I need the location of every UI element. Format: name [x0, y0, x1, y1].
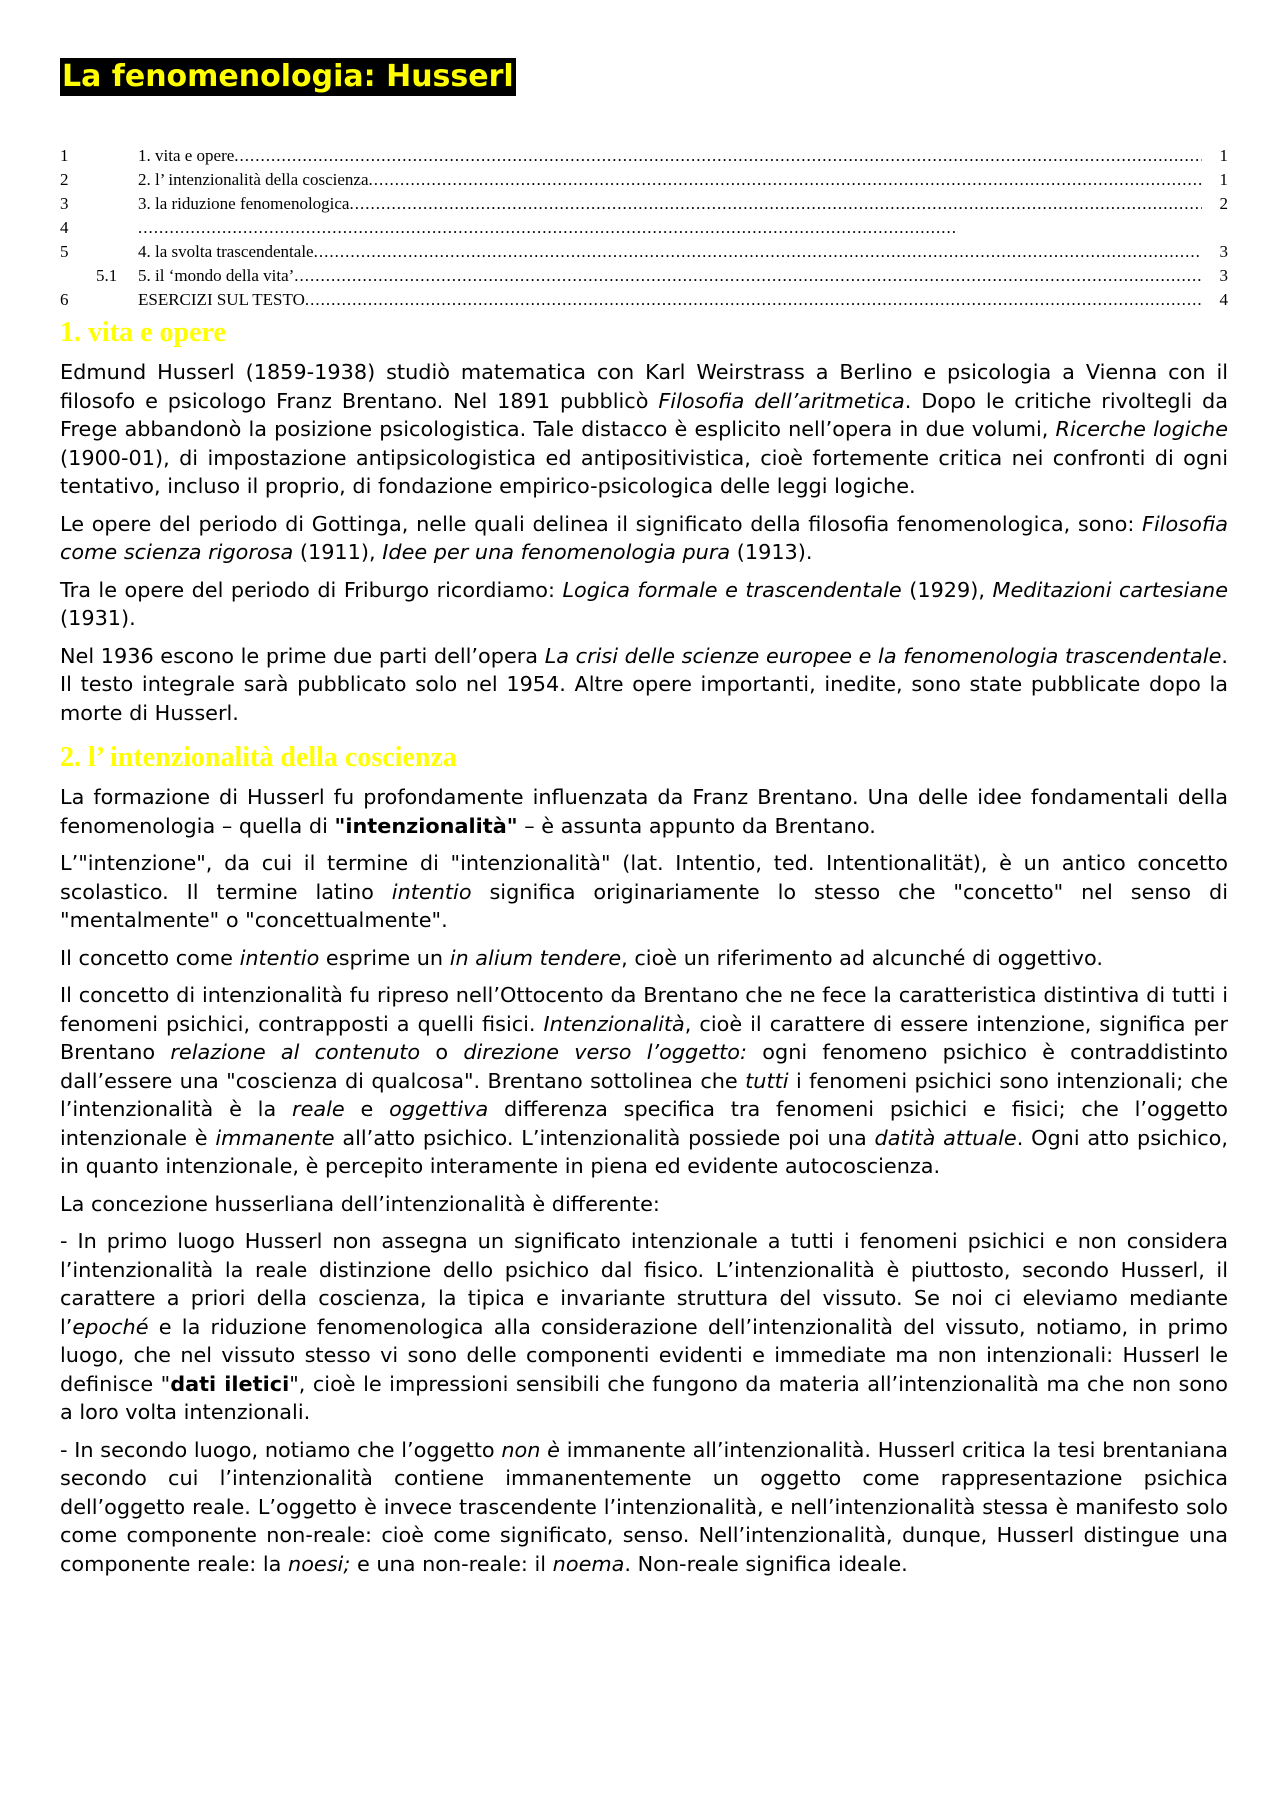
text-run: immanente all’intenzionalità. Husserl critica la tesi brentaniana secondo cui l’intenzionalità contiene immanentemente un oggetto come rappresentazione psichica dell’oggetto reale. L’oggetto è invece trascendente l’intenzionalità, e nell’intenzionalità stessa è manifesto solo come componente non-reale: cioè come significato, senso. Nell’intenzionalità, dunque, Husserl distingue una componente reale: la [60, 1437, 1228, 1576]
toc-label[interactable]: 3. la riduzione fenomenologica [138, 194, 350, 213]
italic-text: in alium tendere [449, 945, 622, 970]
text-run: e [344, 1097, 390, 1121]
text-run: ", cioè le impressioni sensibili che fungono da materia all’intenzionalità ma che non sono a loro volta intenzionali. [60, 1371, 1229, 1424]
toc-page-number: 3 [1219, 242, 1228, 261]
paragraph [60, 358, 1228, 501]
bold-text: "intenzionalità" [334, 813, 518, 838]
text-run: all’atto psichico. L’intenzionalità possiede poi una [334, 1125, 875, 1150]
toc-label[interactable]: 5. il ‘mondo della vita’ [138, 266, 295, 285]
toc-page-number: 1 [1219, 170, 1228, 189]
toc-number: 6 [60, 290, 69, 309]
table-of-contents [60, 144, 1228, 312]
toc-number: 4 [60, 218, 69, 237]
text-run: . Ogni atto psichico, in quanto intenzionale, è percepito interamente in piena ed evidente autocoscienza. [60, 1125, 1228, 1178]
italic-text: immanente [215, 1125, 335, 1150]
paragraph [60, 1190, 1228, 1219]
toc-number: 5 [60, 242, 69, 261]
text-run: (1913). [730, 540, 813, 564]
section-vita-e-opere [60, 316, 1228, 727]
text-run: Edmund Husserl (1859-1938) studiò matematica con Karl Weirstrass a Berlino e psicologia a Vienna con il filosofo e psicologo Franz Brentano. Nel 1891 pubblicò [60, 360, 1228, 413]
text-run: (1900-01), di impostazione antipsicologistica ed antipositivistica, cioè fortemente critica nei confronti di ogni tentativo, incluso il proprio, di fondazione empirico-psicologica delle leggi logiche. [60, 445, 1228, 498]
section-heading: 1. vita e opere [60, 317, 226, 348]
text-run: e la riduzione fenomenologica alla considerazione dell’intenzionalità del vissuto, notiamo, in primo luogo, che nel vissuto stesso vi sono delle componenti evidenti e immediate ma non intenzionali: Husserl le definisce " [60, 1314, 1228, 1396]
text-run: Il concetto di intenzionalità fu ripreso nell’Ottocento da Brentano che ne fece la caratteristica distintiva di tutti i fenomeni psichici, contrapposti a quelli fisici. [60, 983, 1228, 1036]
italic-text: datità attuale [874, 1125, 1017, 1150]
toc-leader-dots [349, 192, 1202, 216]
italic-text: epoché [72, 1314, 149, 1339]
toc-page-number: 2 [1219, 194, 1228, 213]
toc-leader-dots [234, 144, 1202, 168]
italic-text: Ricerche logiche [1055, 417, 1228, 441]
toc-page-number: 1 [1219, 146, 1228, 165]
toc-leader-dots [294, 264, 1202, 288]
italic-text: Filosofia come scienza rigorosa [60, 511, 1228, 564]
toc-row[interactable] [60, 264, 1228, 288]
toc-leader-dots [314, 240, 1202, 264]
text-run: differenza specifica tra fenomeni psichici e fisici; che l’oggetto intenzionale è [60, 1097, 1228, 1150]
text-run: . Il testo integrale sarà pubblicato solo nel 1954. Altre opere importanti, inedite, sono state pubblicate dopo la morte di Husserl. [60, 643, 1228, 725]
text-run: (1911), [293, 540, 383, 564]
toc-number: 5.1 [96, 266, 118, 285]
paragraph [60, 981, 1228, 1181]
text-run: - In secondo luogo, notiamo che l’oggetto [60, 1437, 502, 1462]
toc-number: 3 [60, 194, 69, 213]
text-run: , cioè il carattere di essere intenzione, significa per Brentano [60, 1011, 1228, 1064]
paragraph [60, 1436, 1228, 1579]
italic-text: reale [292, 1097, 345, 1121]
text-run: o [420, 1040, 464, 1064]
paragraph [60, 576, 1228, 633]
text-run: , cioè un riferimento ad alcunché di oggettivo. [621, 945, 1103, 970]
paragraph [60, 510, 1228, 567]
text-run: Il concetto come [60, 945, 240, 970]
toc-page-number: 4 [1219, 290, 1228, 309]
toc-label[interactable]: 2. l’ intenzionalità della coscienza [138, 170, 369, 189]
text-run: - In primo luogo Husserl non assegna un significato intenzionale a tutti i fenomeni psichici e non considera l’intenzionalità la reale distinzione dello psichico dal fisico. L’intenzionalità è piuttosto, secondo Husserl, il carattere a priori della coscienza, la tipica e invariante struttura del vissuto. Se noi ci eleviamo mediante l’ [60, 1229, 1228, 1339]
text-run: i fenomeni psichici sono intenzionali; che l’intenzionalità è la [60, 1068, 1228, 1121]
italic-text: Logica formale e trascendentale [562, 577, 902, 602]
italic-text: oggettiva [389, 1097, 489, 1121]
text-run: (1929), [901, 577, 993, 602]
toc-number: 1 [60, 146, 69, 165]
italic-text: intentio [239, 945, 320, 970]
section-heading: 2. l’ intenzionalità della coscienza [60, 742, 457, 773]
toc-label[interactable]: 4. la svolta trascendentale [138, 242, 314, 261]
toc-row[interactable] [60, 288, 1228, 312]
document-page [60, 58, 1228, 1587]
text-run: e una non-reale: il [350, 1551, 553, 1576]
toc-row[interactable] [60, 144, 1228, 168]
italic-text: La crisi delle scienze europee e la fenomenologia trascendentale [544, 643, 1222, 668]
text-run: esprime un [319, 945, 450, 970]
italic-text: noesi; [288, 1551, 351, 1576]
italic-text: Idee per una fenomenologia pura [382, 540, 731, 564]
text-run: L’"intenzione", da cui il termine di "intenzionalità" (lat. Intentio, ted. Intentionalität), è un antico concetto scolastico. Il termine latino [60, 851, 1228, 904]
toc-row[interactable] [60, 240, 1228, 264]
text-run: . Non-reale significa ideale. [624, 1551, 908, 1576]
document-title: La fenomenologia: Husserl [62, 59, 514, 94]
toc-row[interactable] [60, 216, 1228, 240]
toc-label[interactable]: 1. vita e opere [138, 146, 235, 165]
text-run: (1931). [60, 606, 136, 630]
toc-page-number: 3 [1219, 266, 1228, 285]
italic-text: Filosofia dell’aritmetica [658, 388, 905, 413]
italic-text: non è [501, 1437, 560, 1462]
toc-leader-dots [138, 216, 958, 240]
toc-row[interactable] [60, 168, 1228, 192]
text-run: Nel 1936 escono le prime due parti dell’opera [60, 643, 545, 668]
toc-leader-dots [369, 168, 1203, 192]
text-run: significa originariamente lo stesso che "concetto" nel senso di "mentalmente" o "concettualmente". [60, 879, 1229, 932]
italic-text: direzione verso l’oggetto: [463, 1040, 748, 1064]
paragraph [60, 944, 1228, 973]
paragraph [60, 849, 1228, 935]
paragraph [60, 783, 1228, 840]
paragraph [60, 1227, 1228, 1427]
italic-text: intentio [391, 879, 472, 904]
italic-text: Intenzionalità [543, 1011, 685, 1036]
italic-text: Meditazioni cartesiane [992, 577, 1228, 602]
toc-leader-dots [305, 288, 1202, 312]
section-intenzionalita [60, 741, 1228, 1578]
text-run: ogni fenomeno psichico è contraddistinto dall’essere una "coscienza di qualcosa". Brentano sottolinea che [60, 1040, 1228, 1093]
italic-text: tutti [745, 1068, 789, 1093]
italic-text: noema [552, 1551, 625, 1576]
text-run: La concezione husserliana dell’intenzionalità è differente: [60, 1191, 660, 1216]
bold-text: dati iletici [170, 1371, 290, 1396]
text-run: Le opere del periodo di Gottinga, nelle quali delinea il significato della filosofia fenomenologica, sono: [60, 511, 1143, 536]
text-run: Tra le opere del periodo di Friburgo ricordiamo: [60, 577, 563, 602]
text-run: . Dopo le critiche rivoltegli da Frege abbandonò la posizione psicologistica. Tale distacco è esplicito nell’opera in due volumi, [60, 388, 1228, 441]
toc-number: 2 [60, 170, 69, 189]
toc-label[interactable]: ESERCIZI SUL TESTO [138, 290, 305, 309]
italic-text: relazione al contenuto [170, 1040, 421, 1064]
paragraph [60, 642, 1228, 728]
text-run: – è assunta appunto da Brentano. [517, 813, 876, 838]
text-run: La formazione di Husserl fu profondamente influenzata da Franz Brentano. Una delle idee fondamentali della fenomenologia – quella di [60, 785, 1228, 838]
toc-row[interactable] [60, 192, 1228, 216]
